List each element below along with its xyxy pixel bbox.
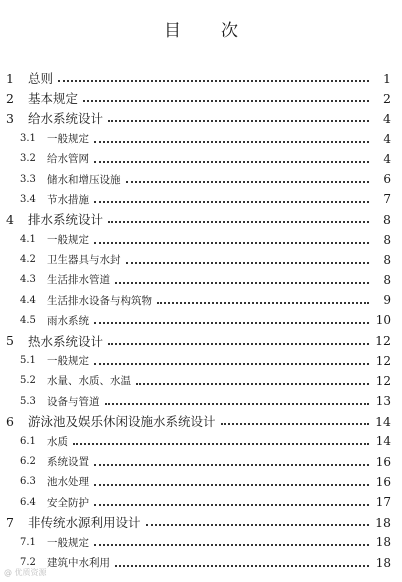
toc-section-entry[interactable] [0, 532, 402, 552]
toc-entry-number: 5 [6, 333, 14, 349]
toc-section-entry[interactable] [0, 553, 402, 573]
toc-section-entry[interactable] [0, 391, 402, 411]
toc-entry-number: 4.2 [20, 254, 36, 266]
toc-entry-number: 1 [6, 70, 14, 86]
toc-entry-page: 4 [383, 131, 391, 146]
toc-section-entry[interactable] [0, 431, 402, 451]
toc-entry-page: 4 [383, 151, 391, 166]
toc-section-entry[interactable] [0, 492, 402, 512]
toc-chapter-entry[interactable] [0, 411, 402, 431]
toc-entry-page: 7 [383, 192, 391, 207]
toc-entry-label: 池水处理 [47, 476, 89, 489]
toc-entry-page: 18 [375, 535, 391, 550]
toc-entry-number: 3.1 [20, 133, 36, 145]
toc-leader-dots [126, 250, 370, 264]
toc-chapter-entry[interactable] [0, 209, 402, 229]
toc-leader-dots [94, 189, 369, 203]
toc-entry-label: 给水系统设计 [28, 111, 104, 127]
toc-section-entry[interactable] [0, 270, 402, 290]
toc-section-entry[interactable] [0, 250, 402, 270]
toc-leader-dots [108, 209, 369, 223]
toc-section-entry[interactable] [0, 371, 402, 391]
toc-chapter-entry[interactable] [0, 108, 402, 128]
toc-section-entry[interactable] [0, 472, 402, 492]
toc-leader-dots [94, 149, 369, 163]
toc-entry-page: 14 [375, 434, 391, 449]
toc-entry-number: 6.1 [20, 435, 36, 447]
toc-leader-dots [94, 452, 369, 466]
toc-entry-label: 排水系统设计 [28, 212, 104, 228]
toc-leader-dots [157, 290, 369, 304]
toc-entry-label: 雨水系统 [47, 314, 89, 327]
toc-entry-page: 8 [383, 211, 391, 227]
toc-entry-label: 总则 [28, 71, 54, 87]
toc-entry-number: 4 [6, 211, 14, 227]
toc-entry-label: 一般规定 [47, 234, 89, 247]
toc-entry-label: 生活排水管道 [47, 274, 110, 287]
toc-section-entry[interactable] [0, 169, 402, 189]
toc-entry-page: 6 [383, 172, 391, 187]
toc-entry-page: 12 [375, 373, 391, 388]
toc-leader-dots [126, 169, 370, 183]
toc-entry-label: 建筑中水利用 [47, 557, 110, 570]
toc-entry-label: 节水措施 [47, 193, 89, 206]
toc-entry-number: 4.3 [20, 274, 36, 286]
toc-leader-dots [108, 108, 369, 122]
toc-section-entry[interactable] [0, 452, 402, 472]
toc-entry-number: 4.5 [20, 314, 36, 326]
toc-chapter-entry[interactable] [0, 512, 402, 532]
toc-entry-number: 7 [6, 514, 14, 530]
page-title [0, 16, 402, 41]
toc-section-entry[interactable] [0, 129, 402, 149]
toc-entry-page: 1 [383, 70, 391, 86]
toc-section-entry[interactable] [0, 230, 402, 250]
toc-leader-dots [94, 230, 369, 244]
toc-leader-dots [115, 270, 369, 284]
page-title-char-2: 次 [221, 21, 238, 41]
toc-entry-number: 6.4 [20, 496, 36, 508]
toc-entry-page: 8 [383, 272, 391, 287]
toc-leader-dots [94, 472, 369, 486]
toc-entry-number: 4.4 [20, 294, 36, 306]
toc-entry-label: 基本规定 [28, 91, 79, 107]
toc-entry-page: 16 [375, 474, 391, 489]
toc-entry-number: 7.1 [20, 536, 36, 548]
watermark: @ 优质资源 [4, 568, 47, 577]
toc-entry-number: 2 [6, 90, 14, 106]
toc-leader-dots [94, 492, 369, 506]
toc-leader-dots [58, 68, 369, 82]
toc-entry-page: 16 [375, 454, 391, 469]
toc-leader-dots [94, 129, 369, 143]
toc-entry-number: 6 [6, 413, 14, 429]
toc-entry-label: 游泳池及娱乐休闲设施水系统设计 [28, 414, 216, 430]
toc-entry-label: 安全防护 [47, 496, 89, 509]
toc-entry-label: 生活排水设备与构筑物 [47, 294, 152, 307]
toc-entry-page: 10 [375, 313, 391, 328]
toc-entry-label: 一般规定 [47, 133, 89, 146]
table-of-contents [0, 68, 402, 573]
toc-section-entry[interactable] [0, 290, 402, 310]
toc-leader-dots [146, 512, 369, 526]
toc-entry-page: 12 [375, 333, 391, 349]
toc-leader-dots [73, 431, 369, 445]
toc-entry-page: 17 [375, 495, 391, 510]
toc-entry-page: 14 [375, 413, 391, 429]
toc-entry-number: 4.1 [20, 234, 36, 246]
toc-section-entry[interactable] [0, 149, 402, 169]
toc-leader-dots [94, 351, 369, 365]
toc-leader-dots [83, 88, 369, 102]
toc-section-entry[interactable] [0, 189, 402, 209]
toc-leader-dots [108, 331, 369, 345]
toc-leader-dots [94, 310, 369, 324]
toc-section-entry[interactable] [0, 310, 402, 330]
toc-entry-number: 5.3 [20, 395, 36, 407]
toc-entry-number: 6.2 [20, 456, 36, 468]
toc-entry-page: 12 [375, 353, 391, 368]
toc-entry-number: 5.1 [20, 355, 36, 367]
toc-entry-number: 3 [6, 110, 14, 126]
toc-chapter-entry[interactable] [0, 68, 402, 88]
toc-entry-label: 系统设置 [47, 456, 89, 469]
toc-leader-dots [105, 391, 370, 405]
toc-entry-page: 18 [375, 514, 391, 530]
toc-leader-dots [115, 553, 369, 567]
toc-entry-label: 非传统水源利用设计 [28, 515, 141, 531]
toc-entry-number: 6.3 [20, 476, 36, 488]
toc-entry-page: 8 [383, 232, 391, 247]
toc-entry-label: 卫生器具与水封 [47, 254, 121, 267]
toc-leader-dots [94, 532, 369, 546]
toc-entry-page: 2 [383, 90, 391, 106]
toc-entry-label: 一般规定 [47, 536, 89, 549]
toc-entry-page: 13 [375, 394, 391, 409]
toc-entry-label: 给水管网 [47, 153, 89, 166]
toc-entry-number: 7.2 [20, 557, 36, 569]
toc-entry-number: 3.2 [20, 153, 36, 165]
toc-entry-label: 一般规定 [47, 355, 89, 368]
toc-entry-number: 5.2 [20, 375, 36, 387]
toc-entry-page: 4 [383, 110, 391, 126]
toc-entry-label: 储水和增压设施 [47, 173, 121, 186]
toc-chapter-entry[interactable] [0, 330, 402, 350]
toc-entry-label: 设备与管道 [47, 395, 100, 408]
toc-entry-label: 热水系统设计 [28, 333, 104, 349]
toc-leader-dots [221, 411, 369, 425]
toc-entry-page: 18 [375, 555, 391, 570]
toc-entry-page: 8 [383, 252, 391, 267]
toc-leader-dots [136, 371, 369, 385]
toc-entry-label: 水质 [47, 435, 68, 448]
toc-entry-number: 3.4 [20, 193, 36, 205]
toc-entry-page: 9 [383, 293, 391, 308]
toc-section-entry[interactable] [0, 351, 402, 371]
toc-chapter-entry[interactable] [0, 88, 402, 108]
toc-entry-number: 3.3 [20, 173, 36, 185]
toc-entry-label: 水量、水质、水温 [47, 375, 131, 388]
page-title-char-1: 目 [164, 21, 181, 41]
